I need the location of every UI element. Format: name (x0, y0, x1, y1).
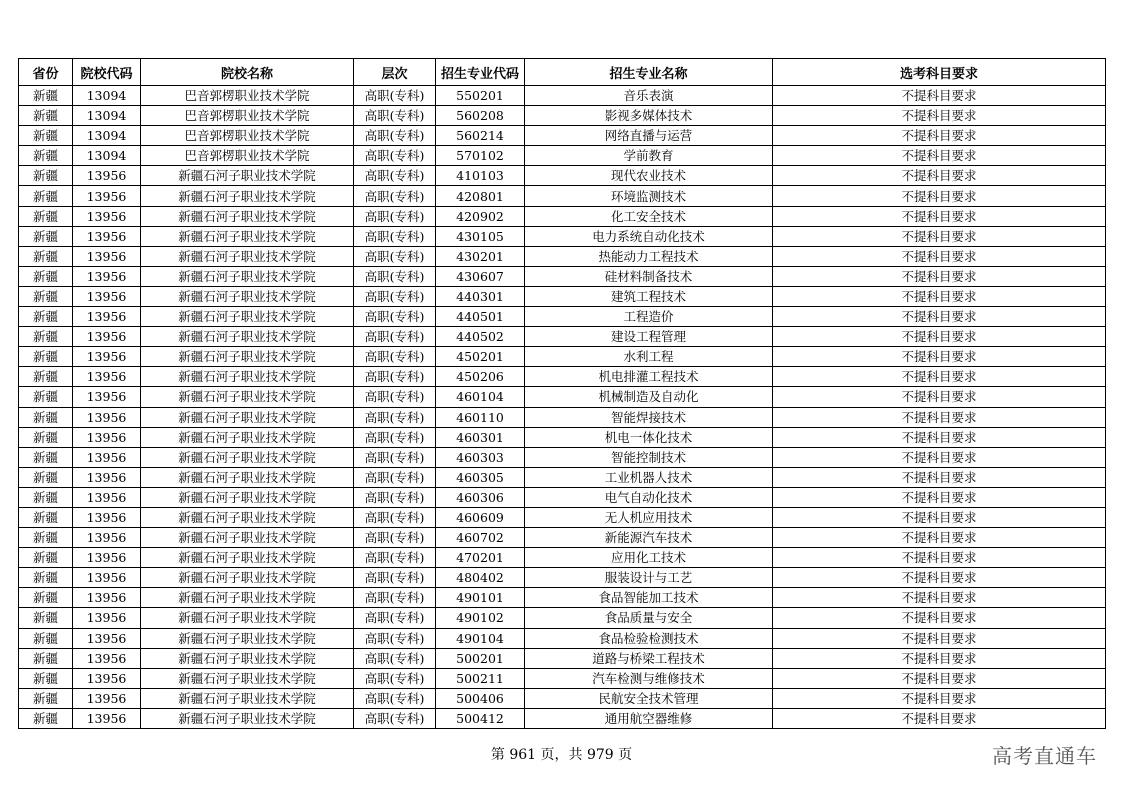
cell-subject-requirement: 不提科目要求 (773, 628, 1106, 648)
cell-major-code: 460301 (436, 427, 525, 447)
cell-level: 高职(专科) (354, 367, 436, 387)
cell-major-code: 470201 (436, 548, 525, 568)
cell-school-code: 13956 (73, 206, 141, 226)
cell-major-name: 热能动力工程技术 (525, 246, 773, 266)
cell-level: 高职(专科) (354, 166, 436, 186)
cell-level: 高职(专科) (354, 628, 436, 648)
cell-province: 新疆 (19, 327, 73, 347)
cell-school-name: 新疆石河子职业技术学院 (141, 226, 354, 246)
table-row (19, 688, 1106, 708)
cell-school-name: 新疆石河子职业技术学院 (141, 467, 354, 487)
cell-level: 高职(专科) (354, 327, 436, 347)
table-row (19, 648, 1106, 668)
cell-province: 新疆 (19, 166, 73, 186)
cell-subject-requirement: 不提科目要求 (773, 126, 1106, 146)
cell-school-name: 新疆石河子职业技术学院 (141, 367, 354, 387)
cell-school-name: 巴音郭楞职业技术学院 (141, 146, 354, 166)
cell-major-code: 550201 (436, 86, 525, 106)
cell-province: 新疆 (19, 266, 73, 286)
cell-school-name: 巴音郭楞职业技术学院 (141, 86, 354, 106)
cell-major-code: 570102 (436, 146, 525, 166)
cell-level: 高职(专科) (354, 106, 436, 126)
cell-subject-requirement: 不提科目要求 (773, 688, 1106, 708)
cell-subject-requirement: 不提科目要求 (773, 387, 1106, 407)
cell-major-name: 网络直播与运营 (525, 126, 773, 146)
cell-subject-requirement: 不提科目要求 (773, 507, 1106, 527)
table-row (19, 327, 1106, 347)
table-row (19, 266, 1106, 286)
cell-subject-requirement: 不提科目要求 (773, 588, 1106, 608)
cell-province: 新疆 (19, 568, 73, 588)
cell-level: 高职(专科) (354, 427, 436, 447)
cell-major-code: 460110 (436, 407, 525, 427)
cell-major-name: 新能源汽车技术 (525, 528, 773, 548)
cell-school-name: 新疆石河子职业技术学院 (141, 668, 354, 688)
cell-school-code: 13956 (73, 347, 141, 367)
cell-province: 新疆 (19, 246, 73, 266)
cell-school-code: 13956 (73, 568, 141, 588)
cell-major-name: 汽车检测与维修技术 (525, 668, 773, 688)
cell-province: 新疆 (19, 528, 73, 548)
cell-level: 高职(专科) (354, 226, 436, 246)
cell-level: 高职(专科) (354, 387, 436, 407)
cell-school-code: 13956 (73, 608, 141, 628)
cell-school-code: 13956 (73, 166, 141, 186)
header-school-code: 院校代码 (73, 59, 141, 86)
cell-major-code: 490102 (436, 608, 525, 628)
cell-level: 高职(专科) (354, 528, 436, 548)
table-row (19, 568, 1106, 588)
cell-major-code: 460303 (436, 447, 525, 467)
cell-school-code: 13956 (73, 487, 141, 507)
cell-level: 高职(专科) (354, 447, 436, 467)
cell-school-code: 13956 (73, 528, 141, 548)
cell-school-name: 新疆石河子职业技术学院 (141, 286, 354, 306)
cell-school-code: 13094 (73, 86, 141, 106)
cell-school-code: 13094 (73, 126, 141, 146)
table-row (19, 487, 1106, 507)
table-row (19, 206, 1106, 226)
table-row (19, 427, 1106, 447)
cell-province: 新疆 (19, 708, 73, 728)
cell-school-name: 新疆石河子职业技术学院 (141, 507, 354, 527)
cell-school-name: 新疆石河子职业技术学院 (141, 447, 354, 467)
cell-school-code: 13956 (73, 367, 141, 387)
cell-major-code: 440502 (436, 327, 525, 347)
cell-province: 新疆 (19, 628, 73, 648)
table-row (19, 608, 1106, 628)
cell-major-name: 无人机应用技术 (525, 507, 773, 527)
cell-school-name: 新疆石河子职业技术学院 (141, 327, 354, 347)
table-row (19, 166, 1106, 186)
cell-major-name: 影视多媒体技术 (525, 106, 773, 126)
cell-major-name: 食品智能加工技术 (525, 588, 773, 608)
cell-school-code: 13956 (73, 286, 141, 306)
cell-major-name: 建筑工程技术 (525, 286, 773, 306)
cell-major-name: 工业机器人技术 (525, 467, 773, 487)
cell-province: 新疆 (19, 226, 73, 246)
cell-major-name: 服装设计与工艺 (525, 568, 773, 588)
cell-school-code: 13956 (73, 628, 141, 648)
cell-school-code: 13956 (73, 668, 141, 688)
table-row (19, 367, 1106, 387)
cell-province: 新疆 (19, 668, 73, 688)
cell-school-name: 新疆石河子职业技术学院 (141, 487, 354, 507)
cell-school-name: 新疆石河子职业技术学院 (141, 568, 354, 588)
cell-province: 新疆 (19, 146, 73, 166)
cell-level: 高职(专科) (354, 307, 436, 327)
cell-province: 新疆 (19, 648, 73, 668)
cell-major-name: 电力系统自动化技术 (525, 226, 773, 246)
cell-major-name: 电气自动化技术 (525, 487, 773, 507)
table-row (19, 407, 1106, 427)
cell-major-name: 音乐表演 (525, 86, 773, 106)
table-row (19, 548, 1106, 568)
cell-major-code: 430201 (436, 246, 525, 266)
cell-subject-requirement: 不提科目要求 (773, 427, 1106, 447)
cell-major-code: 430105 (436, 226, 525, 246)
cell-major-name: 通用航空器维修 (525, 708, 773, 728)
cell-major-code: 500201 (436, 648, 525, 668)
cell-subject-requirement: 不提科目要求 (773, 347, 1106, 367)
cell-major-name: 智能控制技术 (525, 447, 773, 467)
cell-subject-requirement: 不提科目要求 (773, 286, 1106, 306)
cell-school-code: 13956 (73, 708, 141, 728)
cell-school-code: 13956 (73, 266, 141, 286)
cell-school-code: 13956 (73, 226, 141, 246)
cell-level: 高职(专科) (354, 86, 436, 106)
cell-school-name: 新疆石河子职业技术学院 (141, 186, 354, 206)
cell-school-code: 13956 (73, 648, 141, 668)
cell-major-name: 水利工程 (525, 347, 773, 367)
cell-province: 新疆 (19, 548, 73, 568)
cell-level: 高职(专科) (354, 608, 436, 628)
cell-level: 高职(专科) (354, 507, 436, 527)
cell-school-code: 13956 (73, 327, 141, 347)
cell-major-code: 410103 (436, 166, 525, 186)
cell-level: 高职(专科) (354, 668, 436, 688)
cell-subject-requirement: 不提科目要求 (773, 548, 1106, 568)
cell-school-name: 新疆石河子职业技术学院 (141, 427, 354, 447)
table-row (19, 307, 1106, 327)
cell-school-name: 新疆石河子职业技术学院 (141, 206, 354, 226)
cell-school-name: 新疆石河子职业技术学院 (141, 588, 354, 608)
cell-major-name: 建设工程管理 (525, 327, 773, 347)
cell-subject-requirement: 不提科目要求 (773, 246, 1106, 266)
cell-school-code: 13956 (73, 548, 141, 568)
cell-school-name: 新疆石河子职业技术学院 (141, 628, 354, 648)
cell-subject-requirement: 不提科目要求 (773, 206, 1106, 226)
table-row (19, 447, 1106, 467)
cell-subject-requirement: 不提科目要求 (773, 487, 1106, 507)
cell-level: 高职(专科) (354, 568, 436, 588)
cell-school-code: 13094 (73, 106, 141, 126)
cell-school-name: 新疆石河子职业技术学院 (141, 528, 354, 548)
cell-province: 新疆 (19, 186, 73, 206)
cell-major-code: 460306 (436, 487, 525, 507)
page-footer: 第 961 页，共 979 页 (490, 747, 633, 763)
cell-major-code: 440501 (436, 307, 525, 327)
cell-major-name: 食品检验检测技术 (525, 628, 773, 648)
cell-province: 新疆 (19, 206, 73, 226)
table-row (19, 467, 1106, 487)
header-major-code: 招生专业代码 (436, 59, 525, 86)
cell-major-code: 500412 (436, 708, 525, 728)
cell-major-name: 化工安全技术 (525, 206, 773, 226)
cell-province: 新疆 (19, 347, 73, 367)
table-header-row (19, 59, 1106, 86)
cell-subject-requirement: 不提科目要求 (773, 568, 1106, 588)
cell-level: 高职(专科) (354, 246, 436, 266)
cell-major-code: 490101 (436, 588, 525, 608)
cell-major-code: 490104 (436, 628, 525, 648)
cell-subject-requirement: 不提科目要求 (773, 226, 1106, 246)
cell-subject-requirement: 不提科目要求 (773, 106, 1106, 126)
cell-subject-requirement: 不提科目要求 (773, 608, 1106, 628)
cell-province: 新疆 (19, 427, 73, 447)
cell-subject-requirement: 不提科目要求 (773, 166, 1106, 186)
cell-major-name: 硅材料制备技术 (525, 266, 773, 286)
cell-level: 高职(专科) (354, 487, 436, 507)
cell-province: 新疆 (19, 447, 73, 467)
table-row (19, 507, 1106, 527)
cell-province: 新疆 (19, 588, 73, 608)
cell-major-code: 480402 (436, 568, 525, 588)
table-row (19, 126, 1106, 146)
cell-school-code: 13956 (73, 246, 141, 266)
cell-level: 高职(专科) (354, 688, 436, 708)
cell-province: 新疆 (19, 126, 73, 146)
cell-level: 高职(专科) (354, 286, 436, 306)
cell-school-name: 新疆石河子职业技术学院 (141, 407, 354, 427)
cell-subject-requirement: 不提科目要求 (773, 186, 1106, 206)
cell-level: 高职(专科) (354, 548, 436, 568)
cell-province: 新疆 (19, 407, 73, 427)
cell-level: 高职(专科) (354, 126, 436, 146)
cell-subject-requirement: 不提科目要求 (773, 146, 1106, 166)
cell-province: 新疆 (19, 608, 73, 628)
cell-school-name: 巴音郭楞职业技术学院 (141, 126, 354, 146)
cell-major-code: 460609 (436, 507, 525, 527)
cell-school-code: 13956 (73, 588, 141, 608)
cell-level: 高职(专科) (354, 266, 436, 286)
cell-province: 新疆 (19, 487, 73, 507)
header-major-name: 招生专业名称 (525, 59, 773, 86)
table-row (19, 528, 1106, 548)
header-school-name: 院校名称 (141, 59, 354, 86)
cell-major-name: 机电排灌工程技术 (525, 367, 773, 387)
cell-province: 新疆 (19, 387, 73, 407)
cell-school-code: 13956 (73, 307, 141, 327)
cell-subject-requirement: 不提科目要求 (773, 447, 1106, 467)
cell-subject-requirement: 不提科目要求 (773, 407, 1106, 427)
cell-school-name: 新疆石河子职业技术学院 (141, 648, 354, 668)
cell-school-code: 13956 (73, 467, 141, 487)
cell-subject-requirement: 不提科目要求 (773, 307, 1106, 327)
cell-school-name: 新疆石河子职业技术学院 (141, 688, 354, 708)
cell-school-name: 新疆石河子职业技术学院 (141, 548, 354, 568)
cell-major-code: 430607 (436, 266, 525, 286)
cell-major-code: 460104 (436, 387, 525, 407)
table-row (19, 668, 1106, 688)
cell-province: 新疆 (19, 307, 73, 327)
header-subject-requirement: 选考科目要求 (773, 59, 1106, 86)
cell-major-name: 现代农业技术 (525, 166, 773, 186)
cell-school-code: 13956 (73, 507, 141, 527)
cell-subject-requirement: 不提科目要求 (773, 528, 1106, 548)
cell-province: 新疆 (19, 507, 73, 527)
cell-school-code: 13956 (73, 407, 141, 427)
cell-major-name: 工程造价 (525, 307, 773, 327)
cell-level: 高职(专科) (354, 186, 436, 206)
cell-major-code: 500406 (436, 688, 525, 708)
watermark-text: 高考直通车 (992, 744, 1097, 768)
cell-school-name: 新疆石河子职业技术学院 (141, 307, 354, 327)
cell-level: 高职(专科) (354, 467, 436, 487)
cell-province: 新疆 (19, 86, 73, 106)
cell-major-name: 机电一体化技术 (525, 427, 773, 447)
cell-school-name: 新疆石河子职业技术学院 (141, 246, 354, 266)
cell-major-code: 560214 (436, 126, 525, 146)
cell-school-name: 新疆石河子职业技术学院 (141, 387, 354, 407)
cell-level: 高职(专科) (354, 206, 436, 226)
table-row (19, 106, 1106, 126)
cell-major-name: 学前教育 (525, 146, 773, 166)
cell-level: 高职(专科) (354, 708, 436, 728)
cell-level: 高职(专科) (354, 407, 436, 427)
cell-subject-requirement: 不提科目要求 (773, 668, 1106, 688)
cell-major-code: 440301 (436, 286, 525, 306)
cell-major-name: 机械制造及自动化 (525, 387, 773, 407)
cell-level: 高职(专科) (354, 588, 436, 608)
header-province: 省份 (19, 59, 73, 86)
cell-school-code: 13956 (73, 387, 141, 407)
cell-school-name: 新疆石河子职业技术学院 (141, 347, 354, 367)
cell-school-name: 新疆石河子职业技术学院 (141, 608, 354, 628)
cell-province: 新疆 (19, 367, 73, 387)
table-row (19, 708, 1106, 728)
cell-major-name: 应用化工技术 (525, 548, 773, 568)
cell-subject-requirement: 不提科目要求 (773, 648, 1106, 668)
cell-school-name: 新疆石河子职业技术学院 (141, 708, 354, 728)
cell-major-code: 450206 (436, 367, 525, 387)
cell-level: 高职(专科) (354, 648, 436, 668)
cell-major-name: 智能焊接技术 (525, 407, 773, 427)
cell-level: 高职(专科) (354, 347, 436, 367)
table-row (19, 86, 1106, 106)
table-row (19, 146, 1106, 166)
cell-province: 新疆 (19, 286, 73, 306)
cell-major-name: 食品质量与安全 (525, 608, 773, 628)
cell-major-code: 460702 (436, 528, 525, 548)
cell-province: 新疆 (19, 688, 73, 708)
cell-school-name: 新疆石河子职业技术学院 (141, 266, 354, 286)
cell-level: 高职(专科) (354, 146, 436, 166)
cell-school-code: 13956 (73, 186, 141, 206)
admissions-table (18, 58, 1106, 729)
cell-subject-requirement: 不提科目要求 (773, 266, 1106, 286)
cell-major-name: 道路与桥梁工程技术 (525, 648, 773, 668)
table-row (19, 186, 1106, 206)
cell-subject-requirement: 不提科目要求 (773, 86, 1106, 106)
cell-subject-requirement: 不提科目要求 (773, 708, 1106, 728)
cell-major-code: 500211 (436, 668, 525, 688)
table-row (19, 246, 1106, 266)
cell-school-code: 13956 (73, 427, 141, 447)
header-level: 层次 (354, 59, 436, 86)
table-row (19, 387, 1106, 407)
cell-major-name: 环境监测技术 (525, 186, 773, 206)
cell-major-code: 460305 (436, 467, 525, 487)
cell-school-code: 13956 (73, 688, 141, 708)
cell-subject-requirement: 不提科目要求 (773, 327, 1106, 347)
cell-school-name: 巴音郭楞职业技术学院 (141, 106, 354, 126)
cell-subject-requirement: 不提科目要求 (773, 367, 1106, 387)
table-body (19, 86, 1106, 729)
table-row (19, 347, 1106, 367)
table-row (19, 588, 1106, 608)
cell-school-code: 13094 (73, 146, 141, 166)
cell-province: 新疆 (19, 106, 73, 126)
cell-subject-requirement: 不提科目要求 (773, 467, 1106, 487)
cell-major-code: 420801 (436, 186, 525, 206)
table-row (19, 286, 1106, 306)
cell-province: 新疆 (19, 467, 73, 487)
cell-major-code: 450201 (436, 347, 525, 367)
table-row (19, 628, 1106, 648)
cell-major-code: 560208 (436, 106, 525, 126)
cell-school-name: 新疆石河子职业技术学院 (141, 166, 354, 186)
cell-major-name: 民航安全技术管理 (525, 688, 773, 708)
cell-major-code: 420902 (436, 206, 525, 226)
cell-school-code: 13956 (73, 447, 141, 467)
table-row (19, 226, 1106, 246)
